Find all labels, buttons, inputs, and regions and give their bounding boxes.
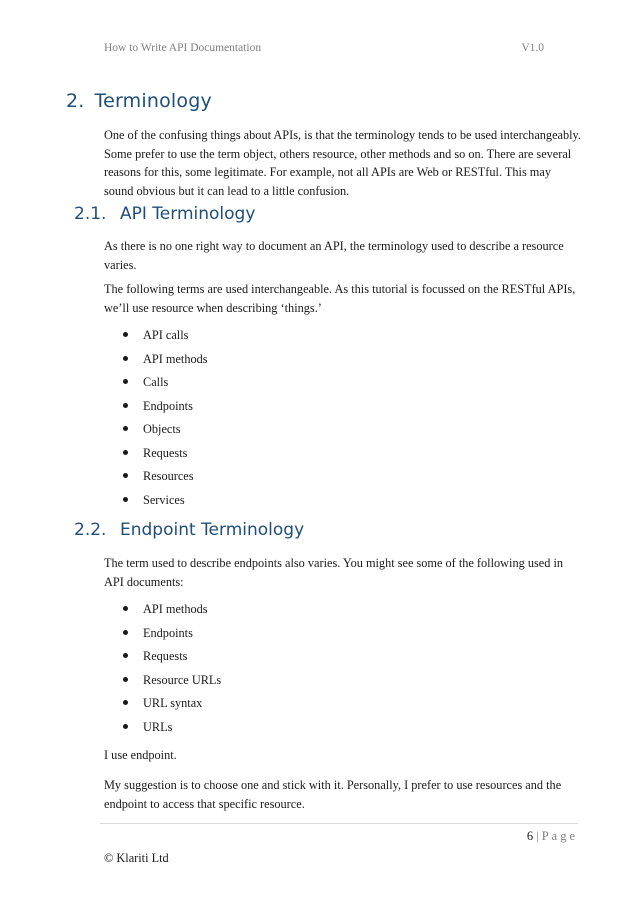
document-version: V1.0	[521, 42, 544, 54]
list-item: Calls	[104, 373, 208, 397]
subsection-title: API Terminology	[120, 204, 256, 224]
page-word: Page	[541, 829, 578, 843]
bullet-icon	[123, 450, 128, 455]
api-terms-list	[104, 326, 208, 514]
bullet-icon	[123, 332, 128, 337]
bullet-icon	[123, 403, 128, 408]
subsection-title: Endpoint Terminology	[120, 520, 305, 540]
subsection-number: 2.2.	[74, 520, 107, 540]
list-item: Resources	[104, 467, 208, 491]
list-item: Resource URLs	[104, 671, 221, 695]
list-item: Requests	[104, 647, 221, 671]
bullet-icon	[123, 379, 128, 384]
section-2-intro: One of the confusing things about APIs, is that the terminology tends to be used interchangeably. Some prefer to use the term object, others resource, other methods and so on. There are several reasons for this, some legitimate. For example, not all APIs are Web or RESTful. This may sound obvious but it can lead to a little confusion.	[104, 128, 581, 198]
list-item: API methods	[104, 350, 208, 374]
endpoint-terms-list	[104, 600, 221, 741]
list-item: Endpoints	[104, 397, 208, 421]
section-title: Terminology	[94, 90, 212, 112]
section-2-1-para-2: The following terms are used interchangeable. As this tutorial is focussed on the RESTful APIs, we’ll use resource when describing ‘things.’	[104, 282, 576, 315]
section-2-heading	[66, 90, 212, 112]
section-2-2-para-1: The term used to describe endpoints also varies. You might see some of the following used in API documents:	[104, 556, 564, 589]
page-number	[527, 829, 578, 844]
document-title: How to Write API Documentation	[104, 42, 262, 54]
list-item: Requests	[104, 444, 208, 468]
bullet-icon	[123, 677, 128, 682]
footer-divider	[100, 823, 578, 824]
section-2-2-heading	[74, 520, 304, 540]
list-item: URLs	[104, 718, 221, 742]
list-item: API calls	[104, 326, 208, 350]
page-separator: |	[536, 829, 539, 843]
copyright-notice: © Klariti Ltd	[104, 851, 169, 865]
bullet-icon	[123, 700, 128, 705]
subsection-number: 2.1.	[74, 204, 107, 224]
list-item: Objects	[104, 420, 208, 444]
bullet-icon	[123, 426, 128, 431]
section-number: 2.	[66, 90, 85, 112]
list-item: Endpoints	[104, 624, 221, 648]
list-item: URL syntax	[104, 694, 221, 718]
section-2-2-para-2: I use endpoint.	[104, 748, 177, 762]
page-header	[104, 42, 544, 54]
bullet-icon	[123, 497, 128, 502]
bullet-icon	[123, 653, 128, 658]
bullet-icon	[123, 724, 128, 729]
bullet-icon	[123, 473, 128, 478]
section-2-2-para-3: My suggestion is to choose one and stick with it. Personally, I prefer to use resources and the endpoint to access that specific resource.	[104, 778, 562, 811]
list-item: Services	[104, 491, 208, 515]
bullet-icon	[123, 356, 128, 361]
section-2-1-para-1: As there is no one right way to document an API, the terminology used to describe a resource varies.	[104, 239, 564, 272]
page-number-value: 6	[526, 829, 534, 843]
bullet-icon	[123, 630, 128, 635]
bullet-icon	[123, 606, 128, 611]
section-2-1-heading	[74, 204, 255, 224]
list-item: API methods	[104, 600, 221, 624]
